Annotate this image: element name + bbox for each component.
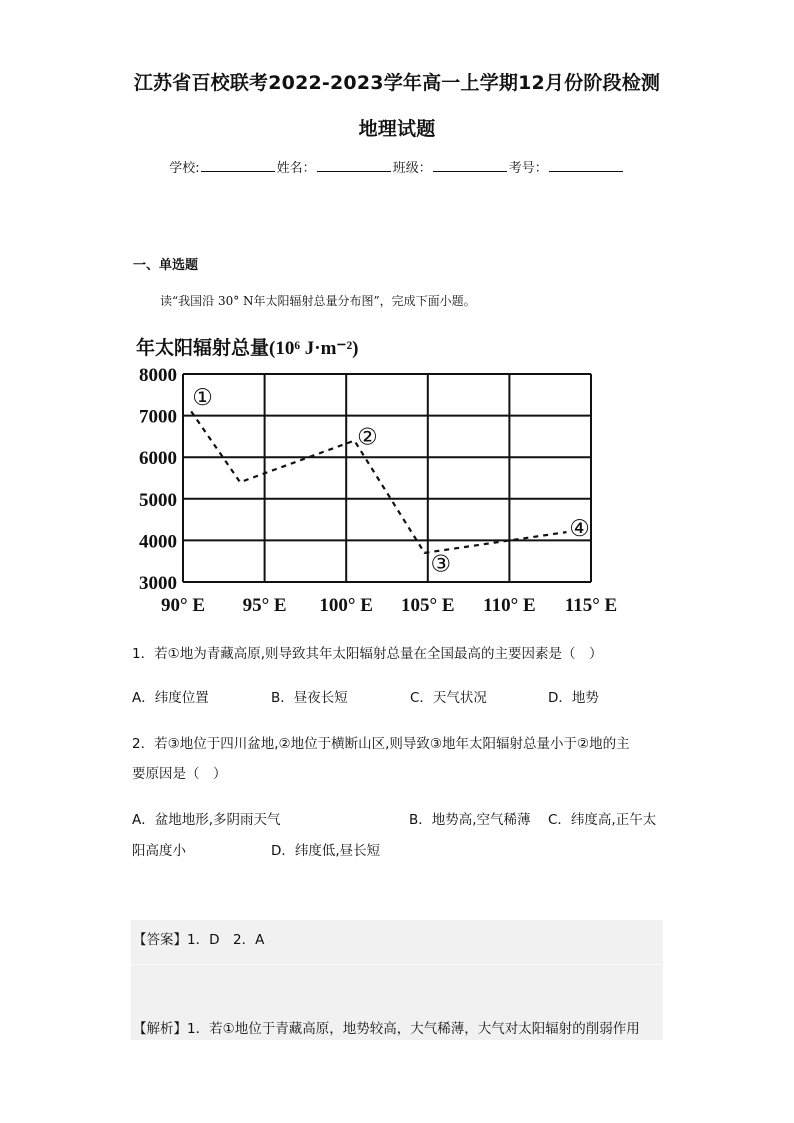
chart-title: 年太阳辐射总量(10⁶ J·m⁻²) <box>136 338 359 359</box>
point-markers <box>192 385 590 576</box>
question-2-stem-line2: 要原因是（ ） <box>132 766 227 782</box>
exam-subtitle: 地理试题 <box>358 118 436 140</box>
question-1-stem: 1．若①地为青藏高原,则导致其年太阳辐射总量在全国最高的主要因素是（ ） <box>132 646 603 662</box>
point-marker-label: ① <box>192 384 213 410</box>
name-label: 姓名： <box>276 161 316 176</box>
radiation-chart <box>120 330 640 625</box>
y-tick-label: 7000 <box>139 406 177 428</box>
point-marker-label: ③ <box>430 551 452 577</box>
school-blank <box>201 159 275 172</box>
question-2-stem-line1: 2．若③地位于四川盆地,②地位于横断山区,则导致③地年太阳辐射总量小于②地的主 <box>132 736 630 752</box>
question-intro: 读“我国沿 30° N年太阳辐射总量分布图”，完成下面小题。 <box>160 294 476 308</box>
question-1-option-a[interactable]: A．纬度位置 <box>132 690 209 706</box>
question-1-option-d[interactable]: D．地势 <box>548 690 599 706</box>
chart-grid <box>183 374 591 582</box>
question-1-option-b[interactable]: B．昼夜长短 <box>271 690 348 706</box>
name-blank <box>317 159 391 172</box>
exam-no-label: 考号： <box>508 161 548 176</box>
y-tick-label: 3000 <box>139 573 177 594</box>
x-tick-label: 105° E <box>401 595 455 616</box>
y-tick-labels <box>139 365 177 594</box>
y-tick-label: 5000 <box>139 489 177 511</box>
question-2-option-c-cont: 阳高度小 <box>132 843 186 859</box>
y-tick-label: 4000 <box>139 531 177 553</box>
point-marker-label: ④ <box>569 515 590 541</box>
answer-label: 【答案】 <box>133 932 187 948</box>
analysis-text: 1．若①地位于青藏高原，地势较高，大气稀薄，大气对太阳辐射的削弱作用 <box>187 1021 640 1037</box>
x-tick-label: 95° E <box>242 595 287 616</box>
class-blank <box>433 159 507 172</box>
question-1-option-c[interactable]: C．天气状况 <box>410 690 487 706</box>
answer-text: 1．D 2．A <box>187 932 265 948</box>
x-tick-labels <box>161 595 617 616</box>
class-label: 班级： <box>392 161 432 176</box>
x-tick-label: 90° E <box>160 595 206 616</box>
section-heading: 一、单选题 <box>133 258 199 273</box>
exam-no-blank <box>549 159 623 172</box>
student-info-line <box>0 157 794 176</box>
answer-line <box>133 928 264 948</box>
question-2-option-a[interactable]: A．盆地地形,多阴雨天气 <box>132 812 281 828</box>
x-tick-label: 115° E <box>564 595 618 616</box>
question-2-option-d[interactable]: D．纬度低,昼长短 <box>271 843 381 859</box>
exam-title: 江苏省百校联考2022-2023学年高一上学期12月份阶段检测 <box>133 72 661 94</box>
analysis-line <box>133 1017 640 1037</box>
question-2-option-b[interactable]: B．地势高,空气稀薄 <box>409 812 531 828</box>
school-label: 学校: <box>169 161 200 176</box>
x-tick-label: 100° E <box>319 595 373 616</box>
question-2-option-c[interactable]: C．纬度高,正午太 <box>548 812 657 828</box>
y-tick-label: 8000 <box>139 365 177 386</box>
x-tick-label: 110° E <box>483 595 536 616</box>
y-tick-label: 6000 <box>139 448 177 470</box>
analysis-label: 【解析】 <box>133 1021 187 1037</box>
point-marker-label: ② <box>357 424 378 450</box>
